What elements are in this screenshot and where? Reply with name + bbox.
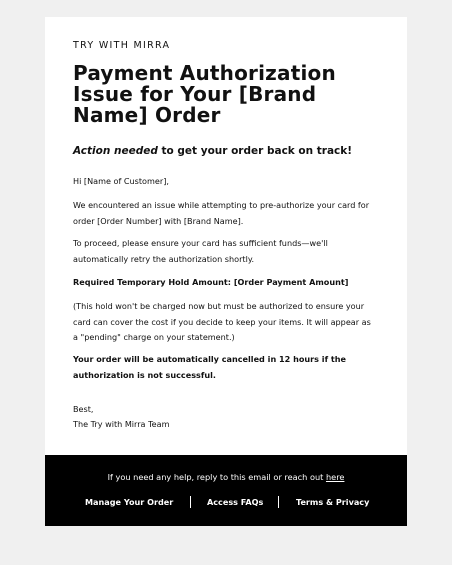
signature: The Try with Mirra Team xyxy=(73,419,170,429)
hold-explanation: (This hold won't be charged now but must be authorized to ensure your card can cover the cost if you decide to keep your items. It will appear as a "pending" charge on your statement.) xyxy=(73,301,371,342)
issue-paragraph: We encountered an issue while attempting to pre-authorize your card for order [Order Number] with [Brand Name]. xyxy=(73,200,370,226)
action-subhead xyxy=(73,145,352,157)
footer-help-label: If you need any help, reply to this email or reach out xyxy=(107,472,326,482)
email-headline: Payment Authorization Issue for Your [Brand Name] Order xyxy=(73,61,336,127)
faqs-link[interactable]: Access FAQs xyxy=(207,497,264,507)
cancellation-notice: Your order will be automatically cancelled in 12 hours if the authorization is not successful. xyxy=(73,354,347,380)
manage-order-link[interactable]: Manage Your Order xyxy=(85,497,174,507)
footer-help-text xyxy=(45,472,407,482)
hold-amount: Required Temporary Hold Amount: [Order Payment Amount] xyxy=(73,277,349,287)
greeting: Hi [Name of Customer], xyxy=(73,176,169,186)
terms-privacy-link[interactable]: Terms & Privacy xyxy=(296,497,370,507)
action-needed-emphasis: Action needed xyxy=(73,145,158,157)
footer-divider xyxy=(190,496,191,508)
action-subhead-rest: to get your order back on track! xyxy=(157,145,353,157)
brand-wordmark: TRY WITH MIRRA xyxy=(73,40,171,51)
retry-paragraph: To proceed, please ensure your card has sufficient funds—we'll automatically retry the authorization shortly. xyxy=(73,238,328,264)
email-footer xyxy=(45,455,407,526)
footer-divider xyxy=(278,496,279,508)
help-link[interactable]: here xyxy=(325,472,345,482)
email-card xyxy=(45,17,407,526)
signoff: Best, xyxy=(73,404,94,414)
